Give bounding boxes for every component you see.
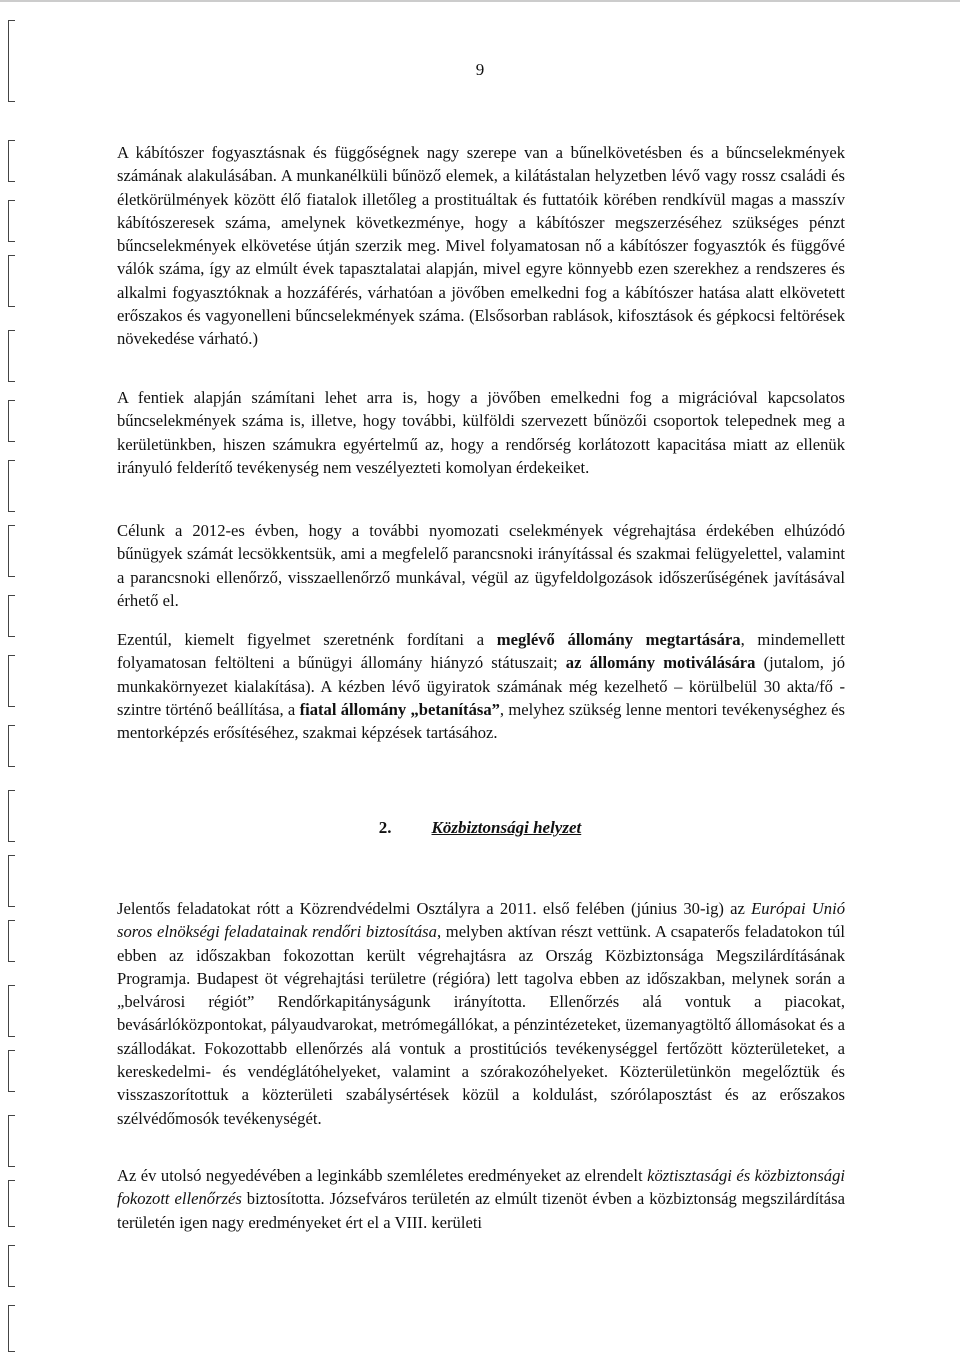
paragraph-public-order-tasks: [117, 897, 845, 1130]
p4-bold-training: fiatal állomány „betanítása”: [299, 699, 500, 719]
paragraph-staff-retention: [117, 628, 845, 744]
p6-text-1: Az év utolsó negyedévében a leginkább szemléletes eredményeket az elrendelt: [117, 1166, 648, 1185]
p6-italic-inspection: köztisztasági és közbiztonsági fokozott ellenőrzés: [117, 1166, 845, 1209]
p5-text-1: Jelentős feladatokat rótt a Közrendvédelmi Osztályra a 2011. első felében (június 30-ig) az: [117, 899, 752, 918]
p4-bold-retention: meglévő állomány megtartására: [496, 630, 741, 649]
scan-top-edge: [0, 0, 960, 2]
paragraph-migration-crime: A fentiek alapján számítani lehet arra is, hogy a jövőben emelkedni fog a migrációval kapcsolatos bűncselekmények száma is, illetve, hogy további, külföldi szervezett bűnözői csoportok telepednek meg a kerületünkben, hiszen számukra egyértelmű az, hogy a rendőrség korlátozott kapacitása miatt az ellenük irányuló felderítő tevékenység nem veszélyezteti komolyan érdekeiket.: [117, 388, 845, 477]
p4-text-3: (jutalom, jó munkakörnyezet kialakítása). A kézben lévő ügyiratok számának még kezelhető – körülbelül 30 akta/fő - szintre történő beállítása, a: [117, 653, 845, 719]
section-title: Közbiztonsági helyzet: [431, 818, 582, 837]
p6-text-2: biztosította. Józsefváros területén az elmúlt tizenöt évben a közbiztonság megszilárdítása területén igen nagy eredményeket ért el a VIII. kerületi: [117, 1189, 845, 1232]
paragraph-drug-crime: A kábítószer fogyasztásnak és függőségnek nagy szerepe van a bűnelkövetésben és a bűncselekmények számának alakulásában. A munkanélküli bűnöző elemek, a kilátástalan helyzetben lévő vagy rossz családi és életkörülmények között élő fiatalok illetőleg a prostituáltak és futtatóik körében rendkívül magas a masszív kábítószeresek száma, amelynek következménye, hogy a kábítószer megszerzéséhez szükséges pénzt bűncselekmények elkövetése útján szerzik meg. Mivel folyamatosan nő a kábítószer fogyasztók és függővé válók száma, így az elmúlt évek tapasztalatai alapján, mivel egyre könnyebb ezen szerekhez a rendszeres és alkalmi fogyasztóknak a hozzáférés, várhatóan a jövőben emelkedni fog a kábítószer hatása alatt elkövetett erőszakos és vagyonelleni bűncselekmények száma. (Elsősorban rablások, kifosztások és gépkocsi feltörések növekedése várható.): [117, 143, 845, 349]
p4-text-4: , melyhez szükség lenne mentori tevékenységhez és mentorképzés erősítéséhez, szakmai képzések tartásához.: [117, 699, 845, 743]
paragraph-2012-goal: Célunk a 2012-es évben, hogy a további nyomozati cselekmények végrehajtása érdekében elhúzódó bűnügyek számát lecsökkentsük, ami a megfelelő parancsnoki irányítással és szakmai felügyelettel, valamint a parancsnoki ellenőrző, visszaellenőrző munkával, végül az ügyfeldolgozások időszerűségének javításával érhető el.: [117, 521, 845, 610]
page-number: 9: [475, 60, 485, 79]
scan-binding-marks: [0, 0, 28, 1358]
p5-italic-eu-presidency: Európai Unió soros elnökségi feladatainak rendőri biztosítása: [117, 899, 845, 942]
section-heading: [0, 818, 960, 838]
p4-bold-motivation: az állomány motiválására: [565, 653, 756, 673]
p4-text-2: , mindemellett folyamatosan feltölteni a bűnügyi állomány hiányzó státuszait;: [117, 630, 845, 673]
p4-text-1: Ezentúl, kiemelt figyelmet szeretnénk fordítani a: [117, 630, 497, 649]
section-number: 2.: [378, 818, 392, 837]
paragraph-last-quarter: [117, 1164, 845, 1234]
p5-text-2: , melyben aktívan részt vettünk. A csapaterős feladatokon túl ebben az időszakban fokozottan került végrehajtásra az Ország Közbiztonsága Megszilárdításának Programja. Budapest öt végrehajtási területre (régióra) lett tagolva ebben az időszakban, melynek során a „belvárosi régiót” Rendőrkapitányságunk irányította. Ellenőrzés alá vontuk a piacokat, bevásárlóközpontokat, pályaudvarokat, metrómegállókat, a pénzintézeteket, üzemanyagtöltő állomásokat és a szállodákat. Fokozottabb ellenőrzés alá vontuk a prostitúciós tevékenységgel fertőzött közterületeket, a kereskedelmi- és vendéglátóhelyeket, valamint a szórakozóhelyeket. Közterületünkön megelőztük és visszaszorítottuk a közterületi szabálysértések közül a koldulást, szórólaposztást és az erőszakos szélvédőmosók tevékenységét.: [117, 922, 846, 1128]
